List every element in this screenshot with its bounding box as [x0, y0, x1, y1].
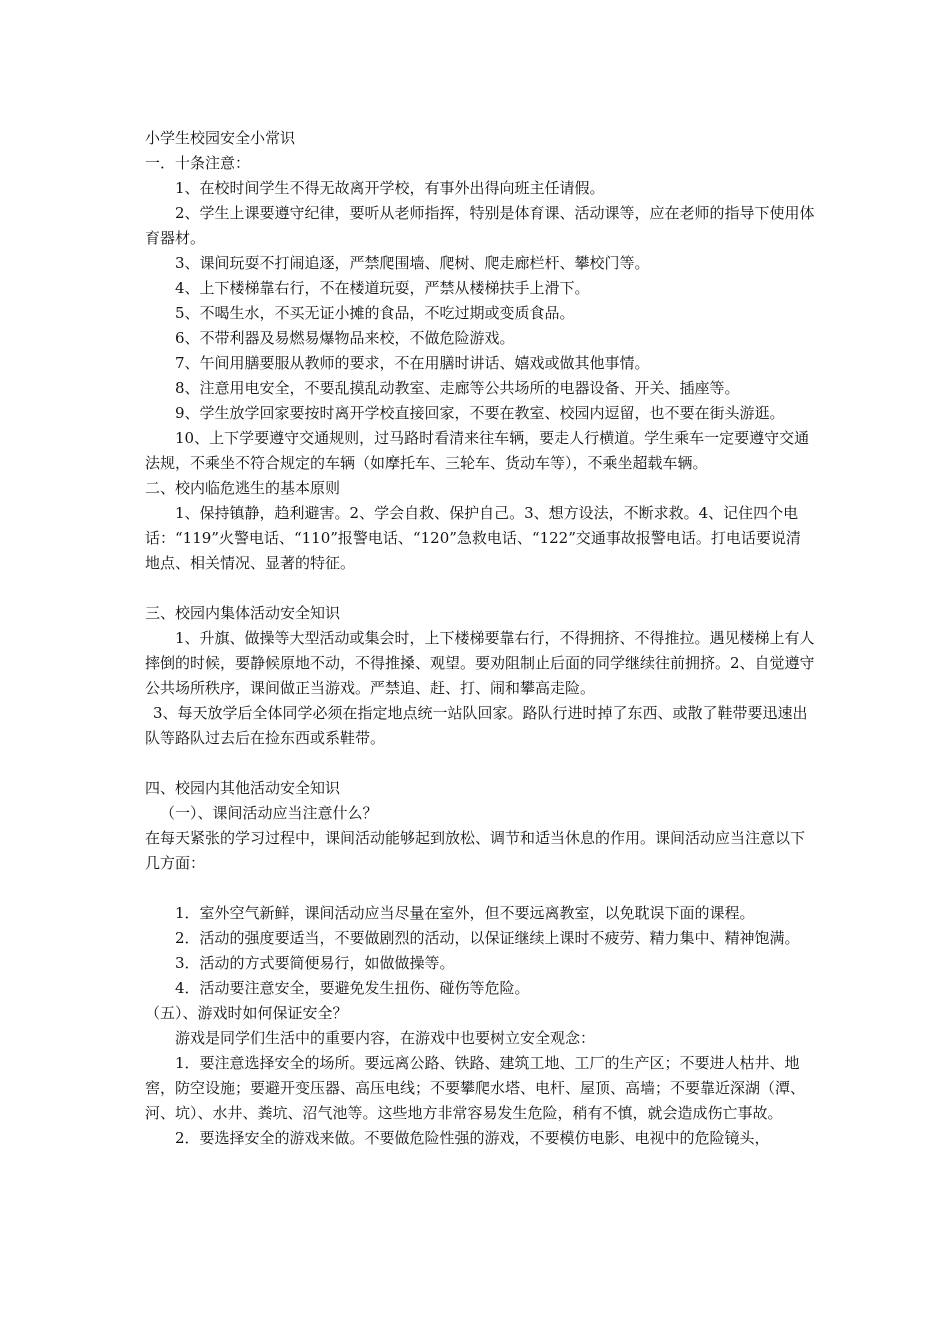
section-1-item-5: 5、不喝生水，不买无证小摊的食品，不吃过期或变质食品。	[175, 304, 575, 322]
document-title: 小学生校园安全小常识	[145, 129, 296, 147]
section-1-item-6: 6、不带利器及易燃易爆物品来校，不做危险游戏。	[175, 329, 515, 347]
section-1-item-9: 9、学生放学回家要按时离开学校直接回家，不要在教室、校园内逗留，也不要在街头游逛。	[175, 404, 785, 422]
section-4-intro-2: 游戏是同学们生活中的重要内容，在游戏中也要树立安全观念：	[175, 1029, 596, 1047]
section-4-heading: 四、校园内其他活动安全知识	[145, 779, 341, 797]
section-4-subheading: （一）、课间活动应当注意什么？	[160, 804, 378, 822]
section-4-item-3: 3．活动的方式要简便易行，如做做操等。	[175, 954, 455, 972]
section-4-game-item-2: 2．要选择安全的游戏来做。不要做危险性强的游戏，不要模仿电影、电视中的危险镜头，	[175, 1129, 770, 1147]
section-4-intro: 在每天紧张的学习过程中，课间活动能够起到放松、调节和适当休息的作用。课间活动应当注意以下几方面：	[145, 829, 806, 872]
blank-line	[145, 576, 815, 601]
section-4-item-4: 4．活动要注意安全，要避免发生扭伤、碰伤等危险。	[175, 979, 530, 997]
section-1-item-3: 3、课间玩耍不打闹追逐，严禁爬围墙、爬树、爬走廊栏杆、攀校门等。	[175, 254, 650, 272]
section-1-item-10: 10、上下学要遵守交通规则，过马路时看清来往车辆，要走人行横道。学生乘车一定要遵守交通法规，不乘坐不符合规定的车辆（如摩托车、三轮车、货动车等），不乘坐超载车辆。	[145, 429, 810, 472]
blank-line	[145, 751, 815, 776]
section-4-game-item-1: 1．要注意选择安全的场所。要远离公路、铁路、建筑工地、工厂的生产区；不要进人枯井、地窖，防空设施；要避开变压器、高压电线；不要攀爬水塔、电杆、屋顶、高墙；不要靠近深湖（潭、河、坑）、水井、粪坑、沼气池等。这些地方非常容易发生危险，稍有不慎，就会造成伤亡事故。	[145, 1054, 806, 1122]
document-page	[145, 126, 815, 1151]
section-4-item-2: 2．活动的强度要适当，不要做剧烈的活动，以保证继续上课时不疲劳、精力集中、精神饱满。	[175, 929, 800, 947]
section-2-heading: 二、校内临危逃生的基本原则	[145, 479, 341, 497]
blank-line	[145, 876, 815, 901]
section-1-item-8: 8、注意用电安全，不要乱摸乱动教室、走廊等公共场所的电器设备、开关、插座等。	[175, 379, 740, 397]
section-3-paragraph-2: 3、每天放学后全体同学必须在指定地点统一站队回家。路队行进时掉了东西、或散了鞋带要迅速出队等路队过去后在捡东西或系鞋带。	[145, 704, 808, 747]
section-3-heading: 三、校园内集体活动安全知识	[145, 604, 341, 622]
section-1-item-1: 1、在校时间学生不得无故离开学校，有事外出得向班主任请假。	[175, 179, 605, 197]
section-1-item-2: 2、学生上课要遵守纪律，要听从老师指挥，特别是体育课、活动课等，应在老师的指导下使用体育器材。	[145, 204, 815, 247]
section-1-heading: 一．十条注意：	[145, 154, 251, 172]
section-1-item-4: 4、上下楼梯靠右行，不在楼道玩耍，严禁从楼梯扶手上滑下。	[175, 279, 590, 297]
section-2-paragraph: 1、保持镇静，趋利避害。2、学会自救、保护自己。3、想方设法，不断求救。4、记住四个电话：“119”火警电话、“110”报警电话、“120”急救电话、“122”交通事故报警电话。打电话要说清地点、相关情况、显著的特征。	[145, 504, 801, 572]
section-4-subheading-2: （五）、游戏时如何保证安全？	[145, 1004, 348, 1022]
section-1-item-7: 7、午间用膳要服从教师的要求，不在用膳时讲话、嬉戏或做其他事情。	[175, 354, 650, 372]
section-3-paragraph-1: 1、升旗、做操等大型活动或集会时，上下楼梯要靠右行，不得拥挤、不得推拉。遇见楼梯上有人摔倒的时候，要静候原地不动，不得推搡、观望。要劝阻制止后面的同学继续往前拥挤。2、自觉遵守公共场所秩序，课间做正当游戏。严禁追、赶、打、闹和攀高走险。	[145, 629, 815, 697]
section-4-item-1: 1．室外空气新鲜，课间活动应当尽量在室外，但不要远离教室，以免耽误下面的课程。	[175, 904, 755, 922]
